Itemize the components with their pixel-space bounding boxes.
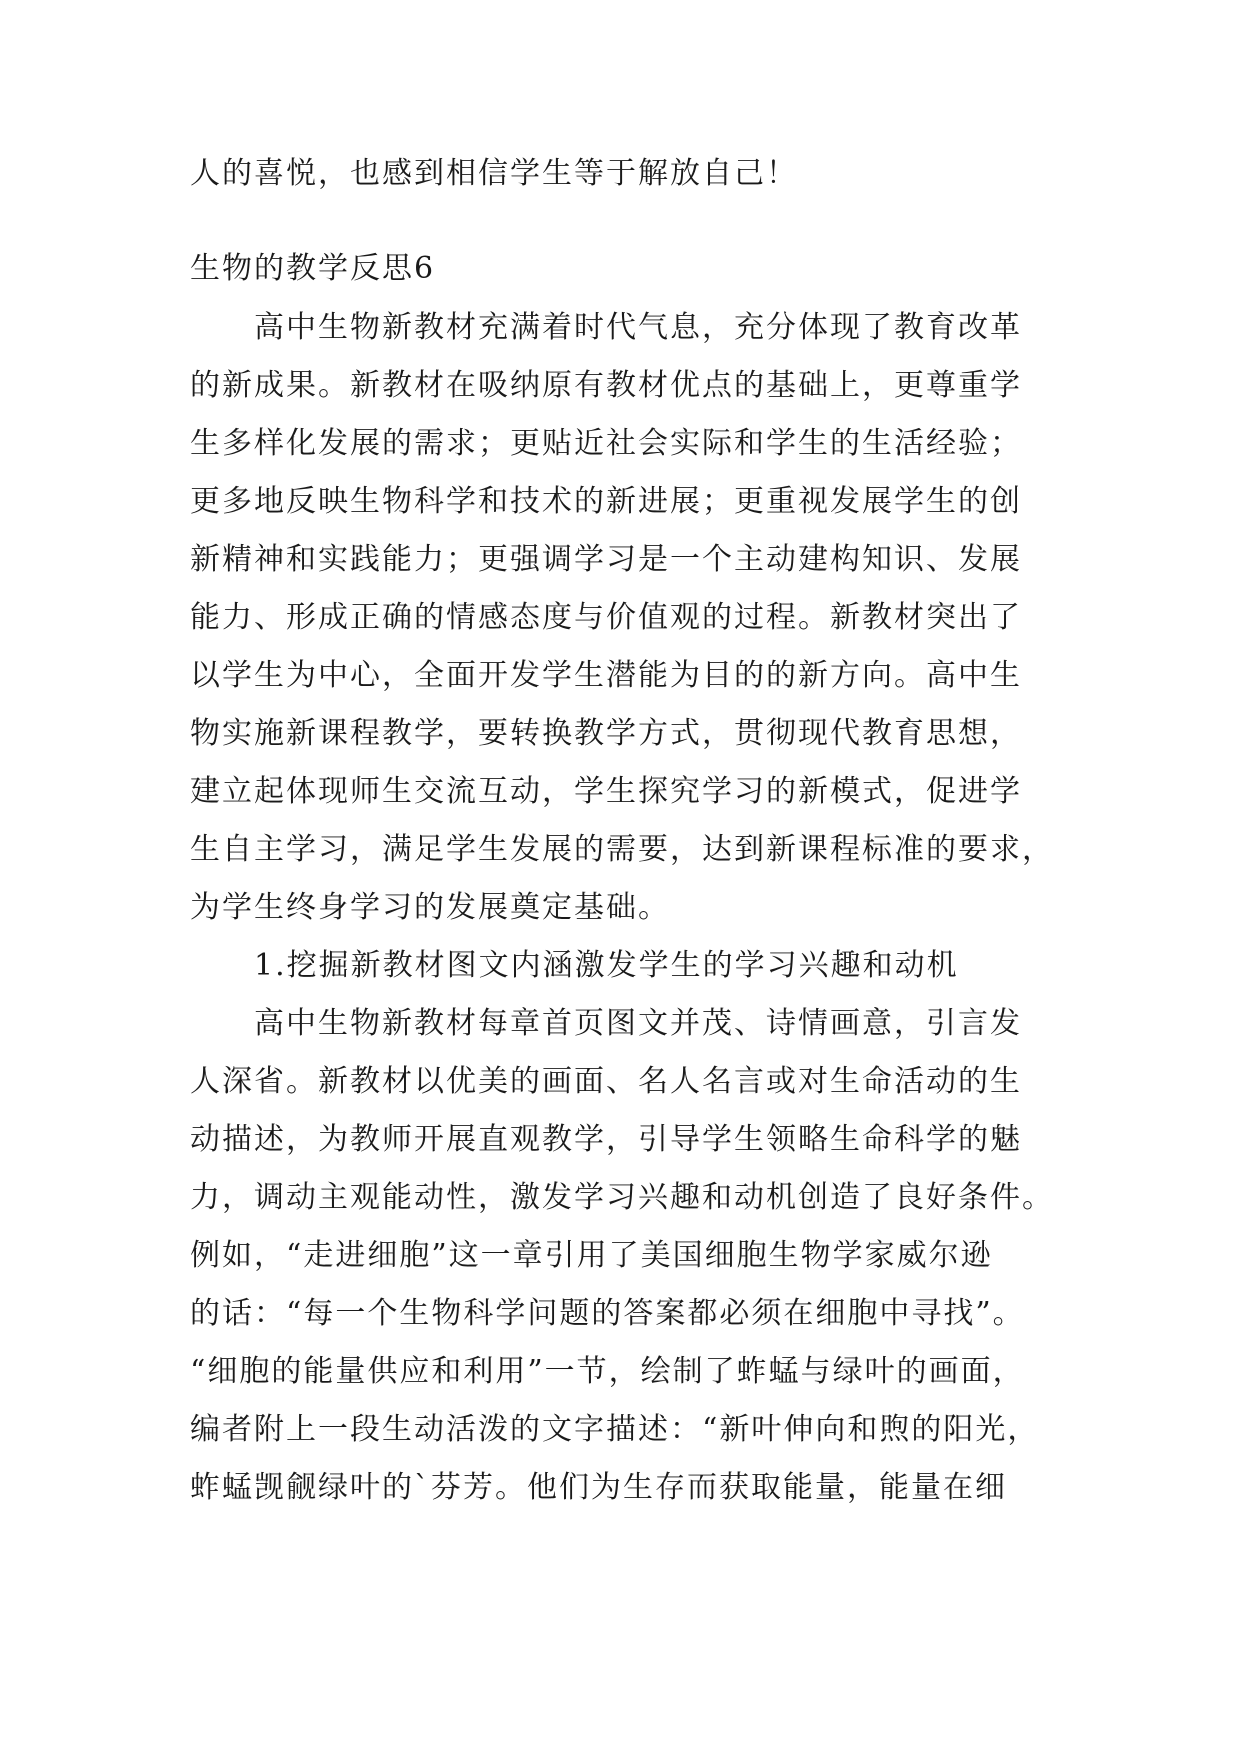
section-title: [190, 240, 1050, 298]
text-line: 力，调动主观能动性，激发学习兴趣和动机创造了良好条件。: [190, 1180, 1054, 1215]
text-line: 能力、形成正确的情感态度与价值观的过程。新教材突出了: [190, 600, 1022, 635]
text-line: 物实施新课程教学，要转换教学方式，贯彻现代教育思想，: [190, 716, 1022, 751]
paragraph-2: [190, 995, 1054, 1517]
text-line: 更多地反映生物科学和技术的新进展；更重视发展学生的创: [190, 484, 1022, 519]
text-line: 人的喜悦，也感到相信学生等于解放自己！: [190, 156, 798, 191]
section-title-text: 生物的教学反思6: [190, 251, 436, 286]
text-line: 以学生为中心，全面开发学生潜能为目的的新方向。高中生: [190, 658, 1022, 693]
text-line: 高中生物新教材每章首页图文并茂、诗情画意，引言发: [254, 1006, 1022, 1041]
paragraph-1: [190, 299, 1054, 937]
text-line: 的新成果。新教材在吸纳原有教材优点的基础上，更尊重学: [190, 368, 1022, 403]
text-line: “细胞的能量供应和利用”一节，绘制了蚱蜢与绿叶的画面，: [190, 1354, 1025, 1389]
carryover-text: [190, 145, 1050, 203]
text-line: 建立起体现师生交流互动，学生探究学习的新模式，促进学: [190, 774, 1022, 809]
text-line: 编者附上一段生动活泼的文字描述：“新叶伸向和煦的阳光，: [190, 1412, 1040, 1447]
text-line: 为学生终身学习的发展奠定基础。: [190, 890, 670, 925]
subheading-text: 1.挖掘新教材图文内涵激发学生的学习兴趣和动机: [254, 948, 959, 983]
text-line: 新精神和实践能力；更强调学习是一个主动建构知识、发展: [190, 542, 1022, 577]
text-line: 高中生物新教材充满着时代气息，充分体现了教育改革: [254, 310, 1022, 345]
text-line: 人深省。新教材以优美的画面、名人名言或对生命活动的生: [190, 1064, 1022, 1099]
text-line: 蚱蜢觊觎绿叶的`芬芳。他们为生存而获取能量，能量在细: [190, 1470, 1007, 1505]
text-line: 生自主学习，满足学生发展的需要，达到新课程标准的要求，: [190, 832, 1054, 867]
text-line: 的话：“每一个生物科学问题的答案都必须在细胞中寻找”。: [190, 1296, 1025, 1331]
subheading: [190, 937, 1050, 995]
text-line: 例如，“走进细胞”这一章引用了美国细胞生物学家威尔逊: [190, 1238, 993, 1273]
text-line: 生多样化发展的需求；更贴近社会实际和学生的生活经验；: [190, 426, 1022, 461]
text-line: 动描述，为教师开展直观教学，引导学生领略生命科学的魅: [190, 1122, 1022, 1157]
